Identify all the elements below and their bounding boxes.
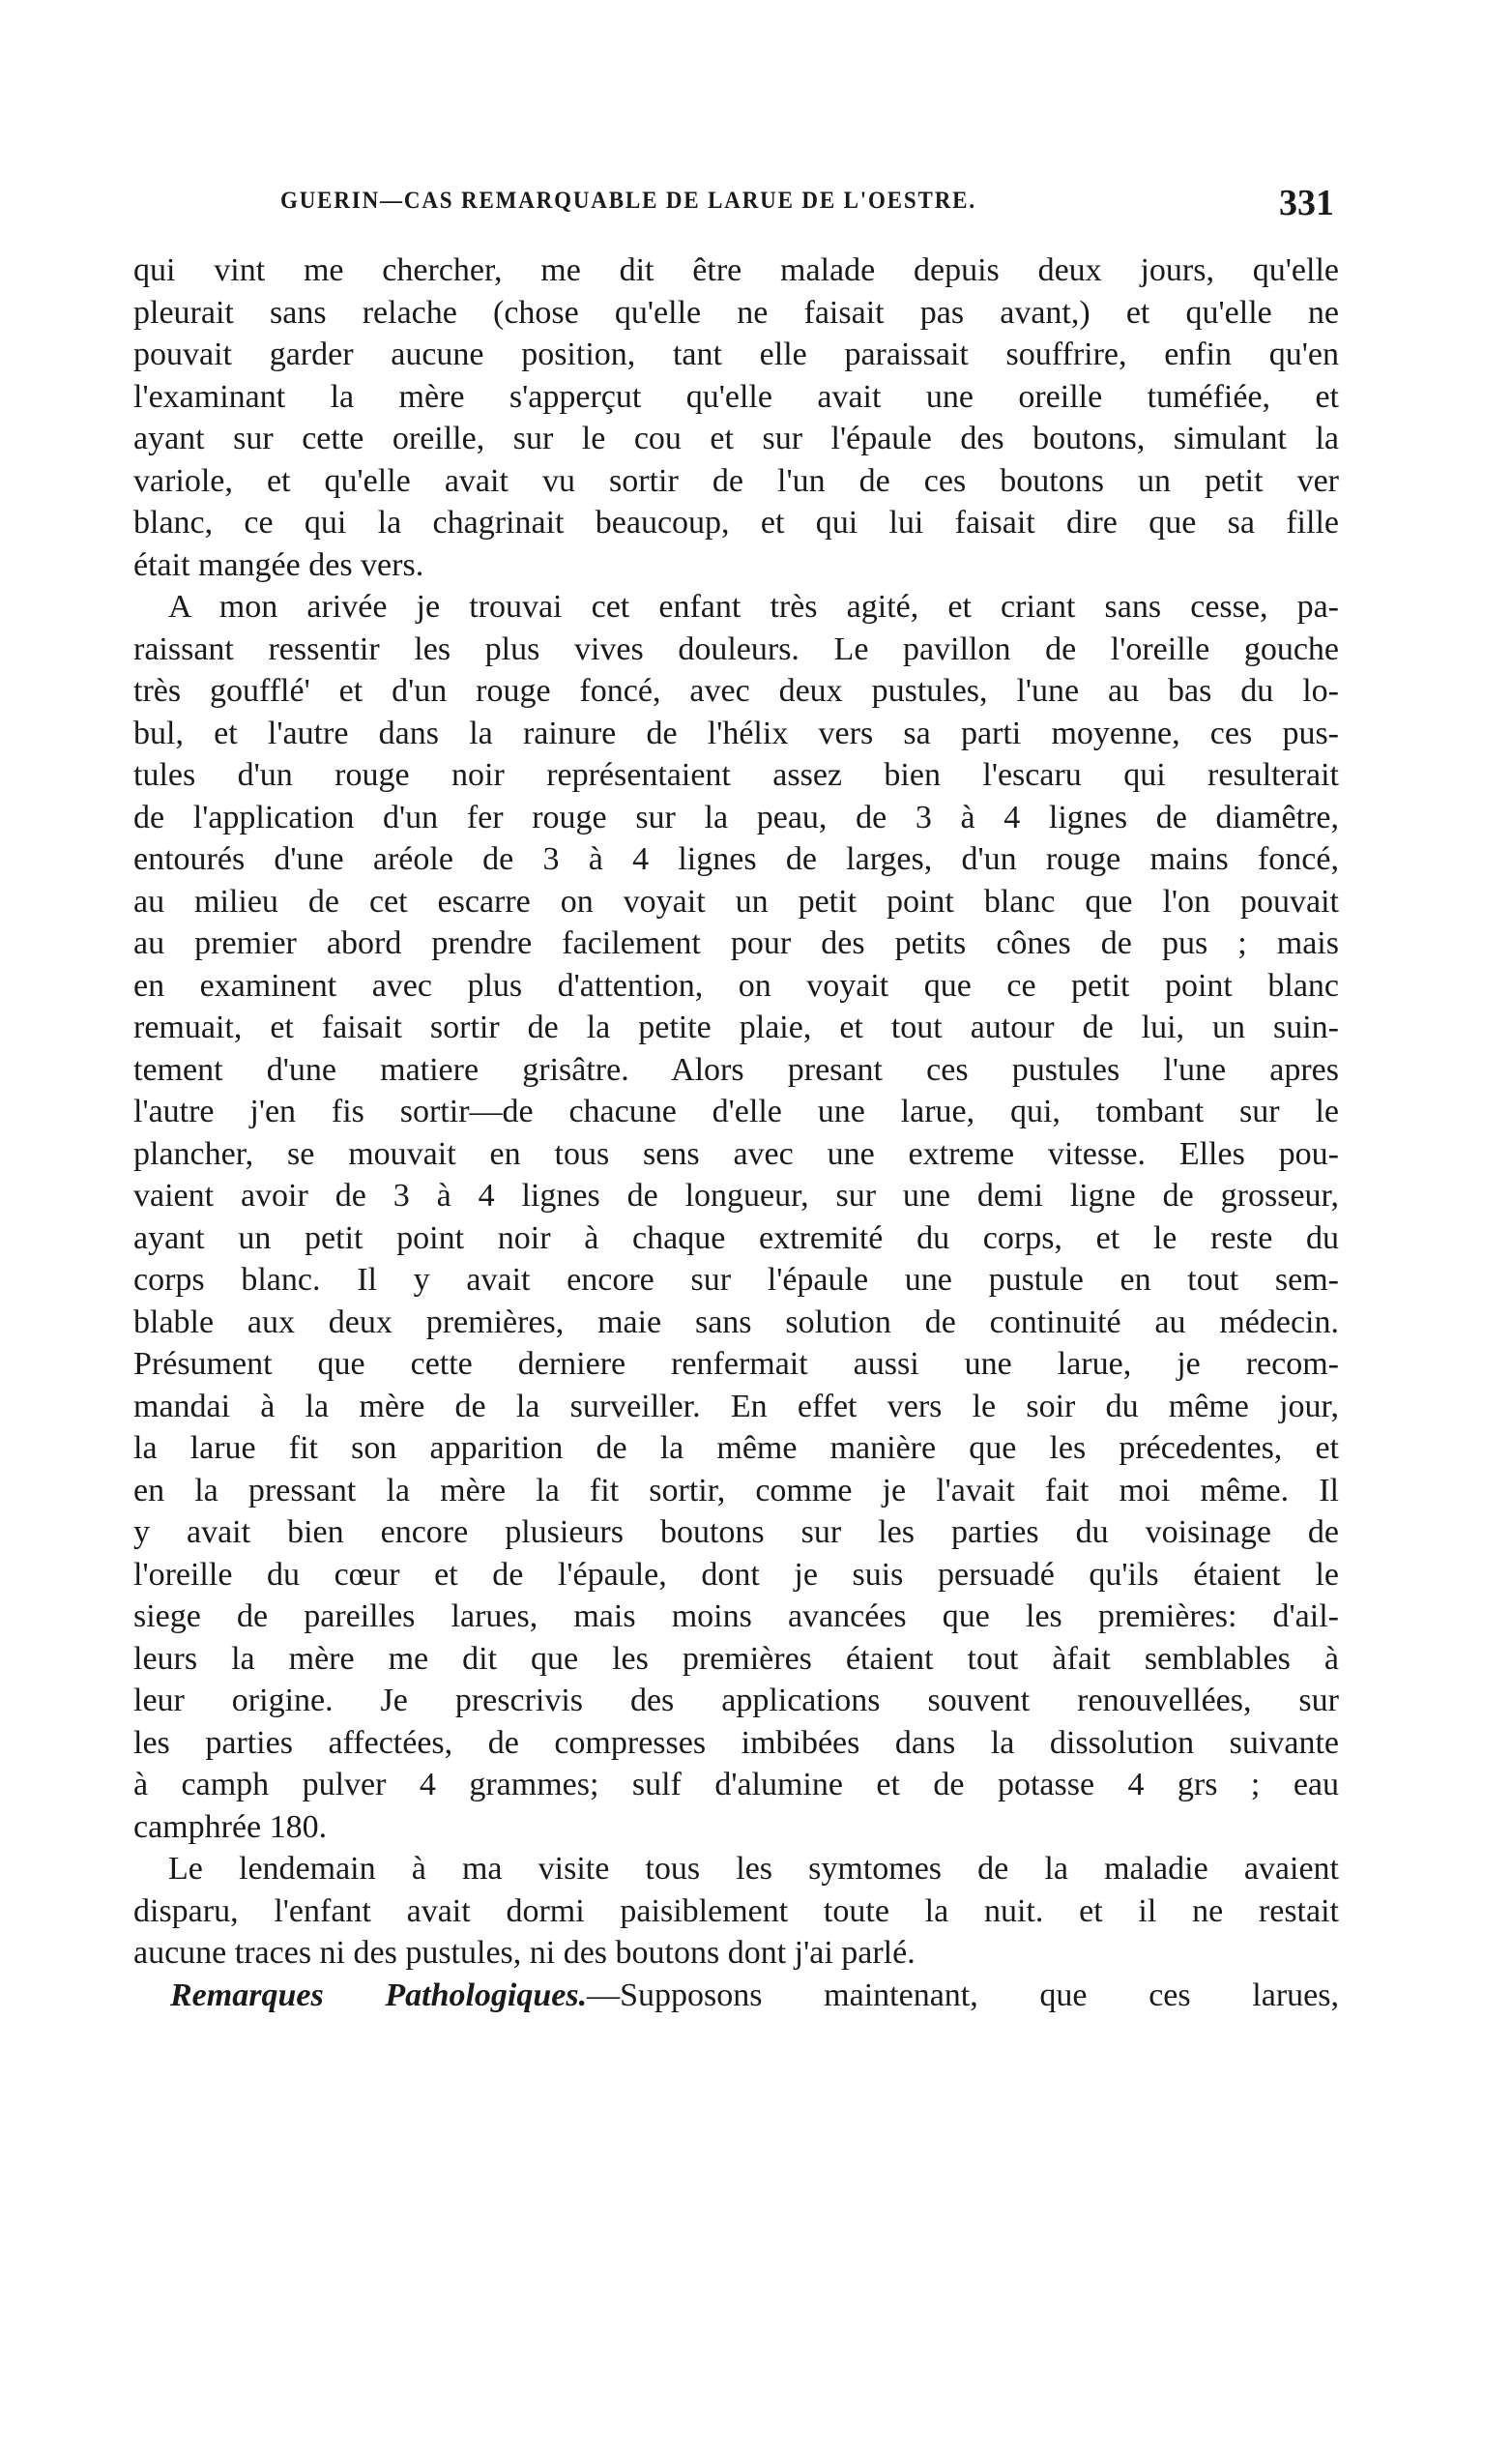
text-line: la larue fit son apparition de la même manière que les précedentes, et (133, 1430, 1339, 1466)
text-line: de l'application d'un fer rouge sur la peau, de 3 à 4 lignes de diamêtre, (133, 799, 1339, 835)
text-line: bul, et l'autre dans la rainure de l'hélix vers sa parti moyenne, ces pus- (133, 715, 1339, 751)
text-line: camphrée 180. (133, 1808, 328, 1845)
text-line: tement d'une matiere grisâtre. Alors presant ces pustules l'une apres (133, 1051, 1339, 1088)
text-line: l'oreille du cœur et de l'épaule, dont je suis persuadé qu'ils étaient le (133, 1556, 1339, 1593)
text-line: disparu, l'enfant avait dormi paisiblement toute la nuit. et il ne restait (133, 1892, 1339, 1929)
text-line: au milieu de cet escarre on voyait un petit point blanc que l'on pouvait (133, 883, 1339, 920)
text-line: y avait bien encore plusieurs boutons sur les parties du voisinage de (133, 1514, 1339, 1550)
text-line: variole, et qu'elle avait vu sortir de l'un de ces boutons un petit ver (133, 462, 1339, 499)
running-head (280, 183, 1334, 226)
paragraph-start-line: A mon arivée je trouvai cet enfant très agité, et criant sans cesse, pa- (168, 589, 1339, 625)
text-line: à camph pulver 4 grammes; sulf d'alumine et de potasse 4 grs ; eau (133, 1767, 1339, 1802)
section-text: —Supposons maintenant, que ces larues, (587, 1977, 1339, 2013)
text-line: pleurait sans relache (chose qu'elle ne faisait pas avant,) et qu'elle ne (133, 294, 1339, 331)
text-line: leurs la mère me dit que les premières étaient tout àfait semblables à (133, 1640, 1339, 1677)
text-line: Présument que cette derniere renfermait aussi une larue, je recom- (133, 1346, 1339, 1382)
text-line: en examinent avec plus d'attention, on voyait que ce petit point blanc (133, 967, 1339, 1004)
text-line: blable aux deux premières, maie sans solution de continuité au médecin. (133, 1303, 1339, 1340)
text-line: l'autre j'en fis sortir—de chacune d'elle une larue, qui, tombant sur le (133, 1094, 1339, 1129)
text-line: plancher, se mouvait en tous sens avec une extreme vitesse. Elles pou- (133, 1135, 1339, 1172)
page-number: 331 (1279, 183, 1334, 223)
text-line: était mangée des vers. (133, 546, 424, 583)
text-line: au premier abord prendre facilement pour des petits cônes de pus ; mais (133, 925, 1339, 961)
text-line: raissant ressentir les plus vives douleurs. Le pavillon de l'oreille gouche (133, 630, 1339, 667)
text-line: remuait, et faisait sortir de la petite plaie, et tout autour de lui, un suin- (133, 1010, 1339, 1045)
text-line: en la pressant la mère la fit sortir, comme je l'avait fait moi même. Il (133, 1472, 1339, 1508)
text-line: ayant un petit point noir à chaque extremité du corps, et le reste du (133, 1219, 1339, 1256)
text-line: ayant sur cette oreille, sur le cou et sur l'épaule des boutons, simulant la (133, 421, 1339, 456)
text-line: siege de pareilles larues, mais moins avancées que les premières: d'ail- (133, 1598, 1339, 1634)
text-line: pouvait garder aucune position, tant elle paraissait souffrire, enfin qu'en (133, 337, 1339, 372)
text-line: aucune traces ni des pustules, ni des boutons dont j'ai parlé. (133, 1935, 916, 1971)
paragraph-start-line: Le lendemain à ma visite tous les symtomes de la maladie avaient (168, 1851, 1339, 1887)
text-line: qui vint me chercher, me dit être malade depuis deux jours, qu'elle (133, 252, 1339, 288)
text-line: tules d'un rouge noir représentaient assez bien l'escaru qui resulterait (133, 757, 1339, 793)
body-text (133, 249, 1339, 2016)
text-line: mandai à la mère de la surveiller. En effet vers le soir du même jour, (133, 1388, 1339, 1424)
section-start-line (133, 1975, 1339, 2017)
section-heading: Remarques Pathologiques. (170, 1977, 588, 2013)
text-line: vaient avoir de 3 à 4 lignes de longueur, sur une demi ligne de grosseur, (133, 1178, 1339, 1214)
text-line: blanc, ce qui la chagrinait beaucoup, et qui lui faisait dire que sa fille (133, 505, 1339, 541)
text-line: les parties affectées, de compresses imbibées dans la dissolution suivante (133, 1724, 1339, 1761)
text-line: leur origine. Je prescrivis des applications souvent renouvellées, sur (133, 1683, 1339, 1718)
text-line: entourés d'une aréole de 3 à 4 lignes de larges, d'un rouge mains foncé, (133, 841, 1339, 877)
text-line: très goufflé' et d'un rouge foncé, avec deux pustules, l'une au bas du lo- (133, 673, 1339, 709)
running-title: GUERIN—CAS REMARQUABLE DE LARUE DE L'OESTRE. (280, 188, 976, 214)
text-line: l'examinant la mère s'apperçut qu'elle avait une oreille tuméfiée, et (133, 378, 1339, 415)
text-line: corps blanc. Il y avait encore sur l'épaule une pustule en tout sem- (133, 1262, 1339, 1298)
